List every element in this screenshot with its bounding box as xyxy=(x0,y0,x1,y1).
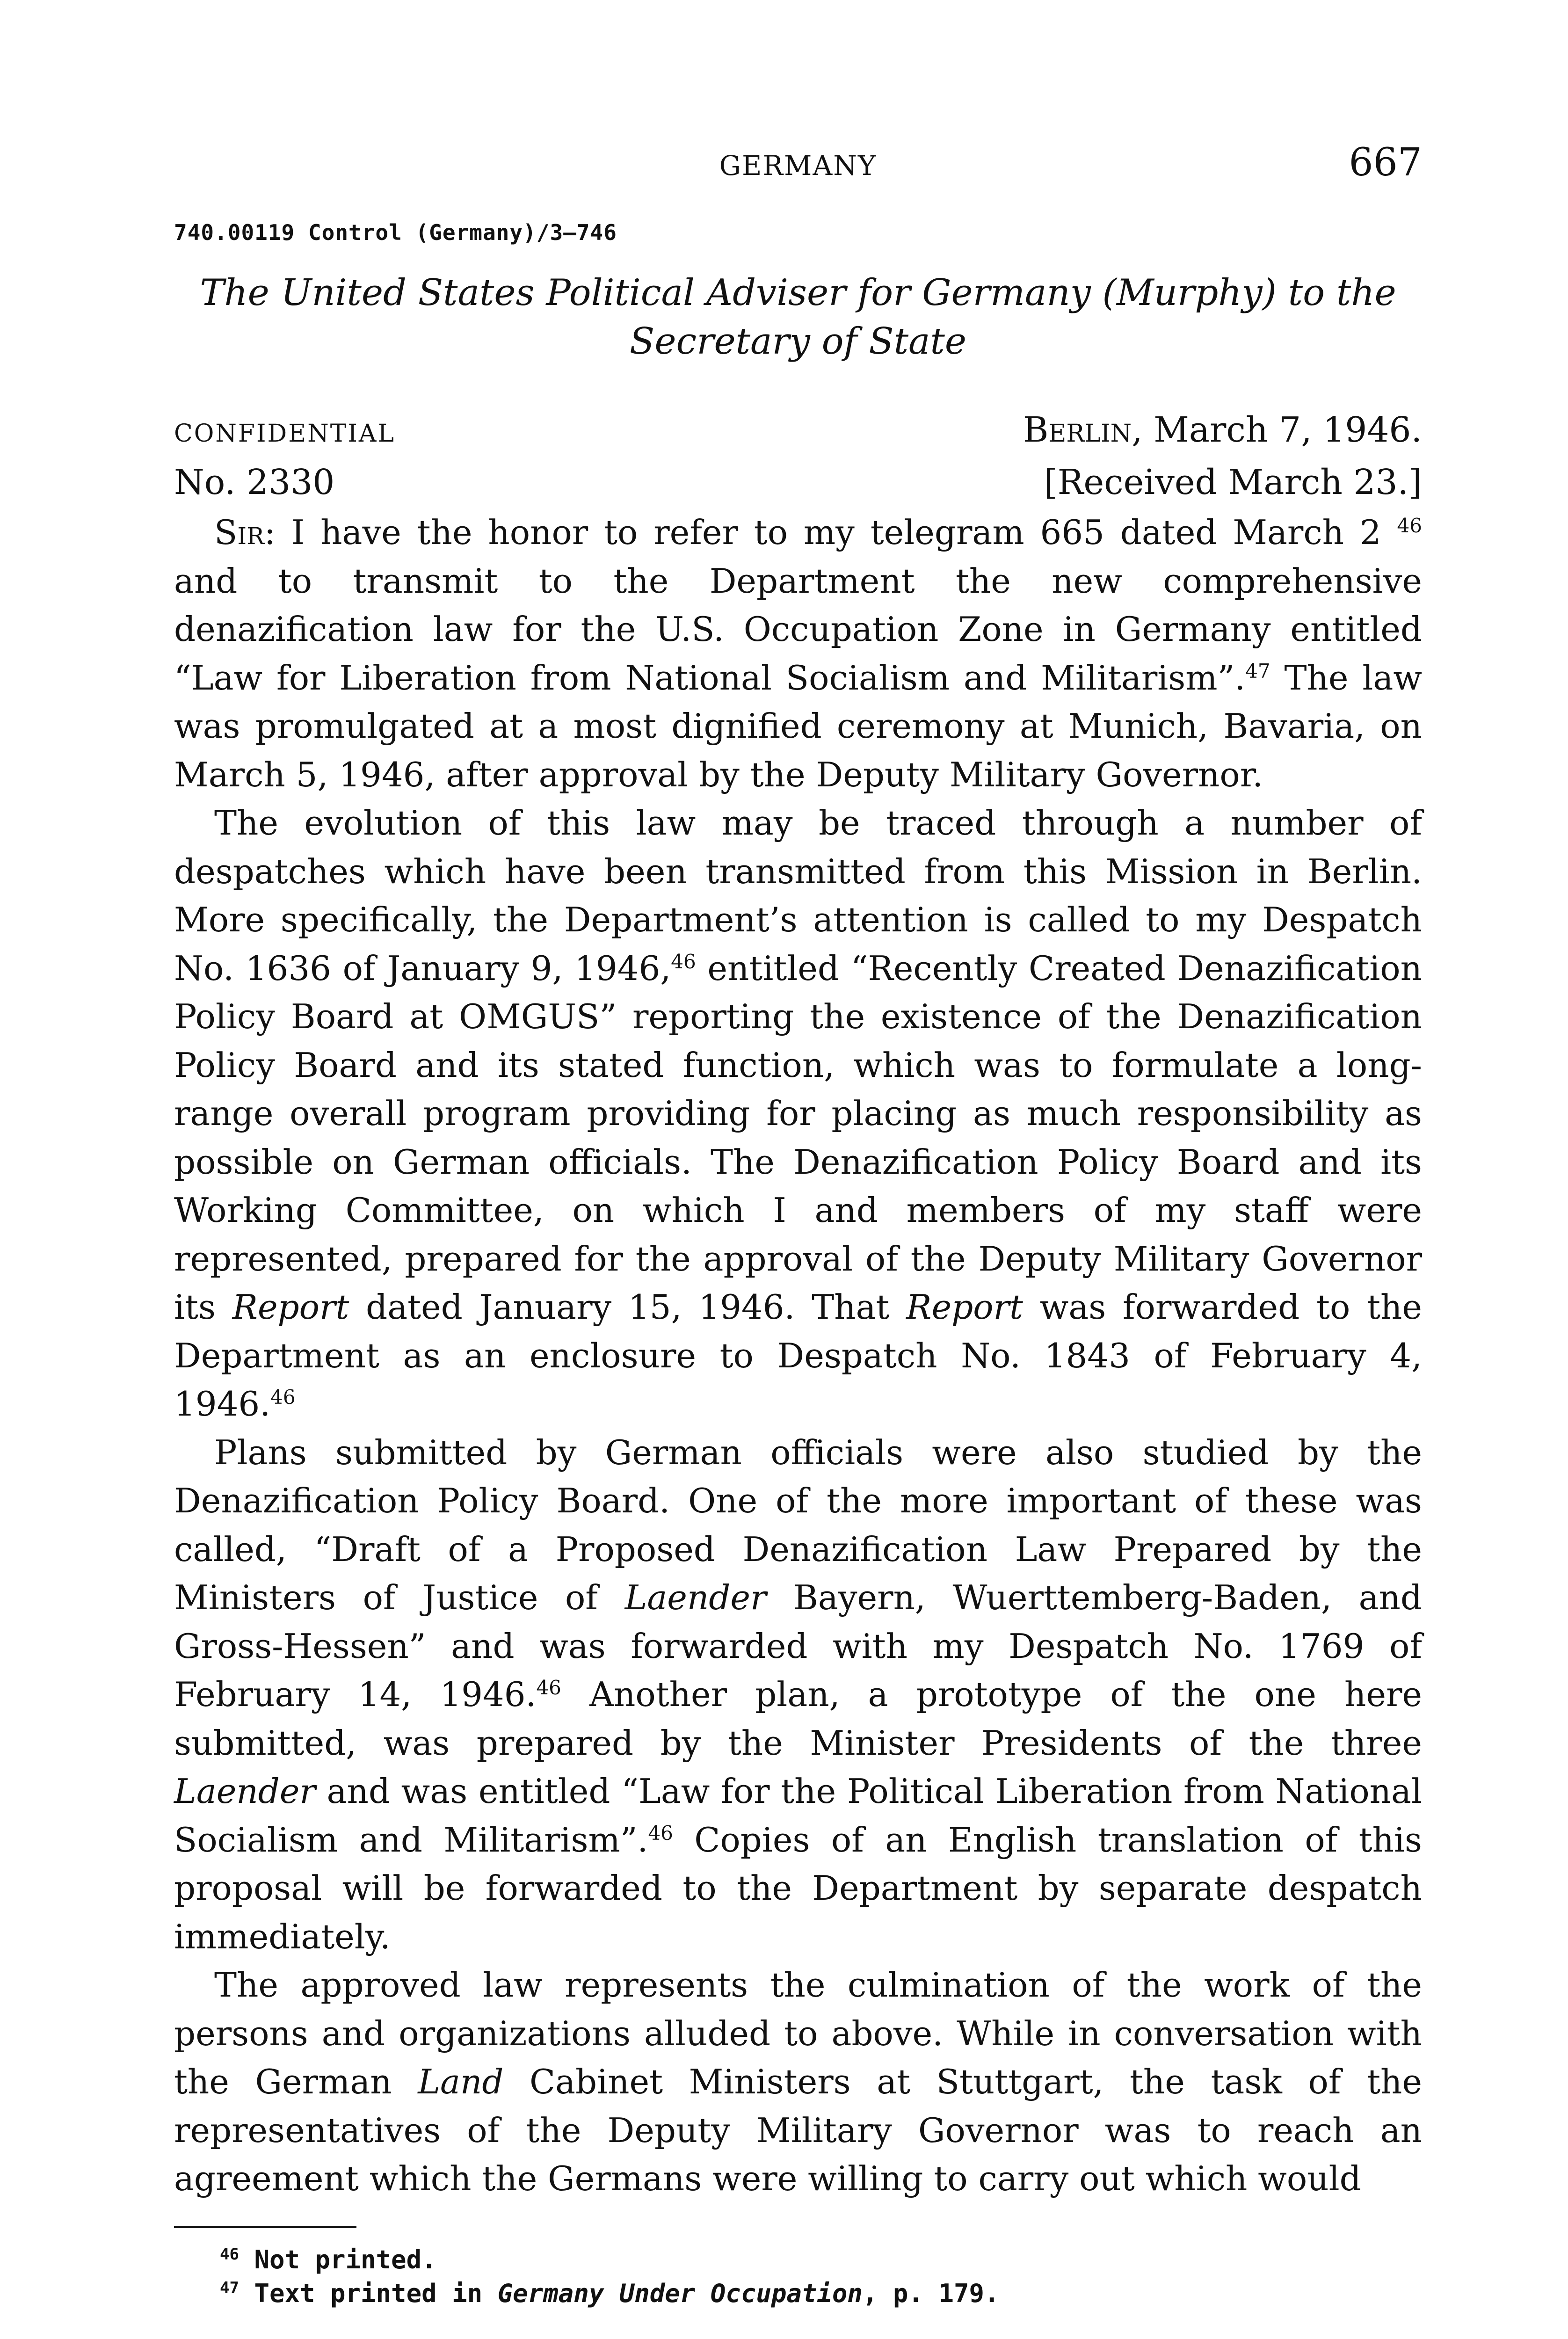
footnote-text: Text printed in xyxy=(239,2278,498,2308)
footnote-reference: 46 xyxy=(671,950,696,973)
footnote-italic-text: Germany Under Occupation xyxy=(497,2278,863,2308)
italic-text: Report xyxy=(906,1287,1023,1327)
number-received-row xyxy=(174,458,1422,507)
footnote-reference: 47 xyxy=(1245,659,1270,683)
paragraph-text: Bayern, Wuerttemberg-Baden, and Gross-Hessen” and was forwarded with my Despatch No. 1769 of February 14, 1946. xyxy=(174,1578,1423,1714)
footnote xyxy=(174,2243,1422,2277)
italic-text: Laender xyxy=(174,1772,316,1811)
footnote-text: , p. 179. xyxy=(862,2278,1000,2308)
document-title: The United States Political Adviser for Germany (Murphy) to the Secretary of State xyxy=(200,272,1396,363)
italic-text: Report xyxy=(232,1287,349,1327)
paragraph xyxy=(174,1961,1422,2203)
paragraph-text: and was entitled “Law for the Political Liberation from National Socialism and Militarism”. xyxy=(174,1772,1422,1860)
salutation: Sir xyxy=(214,513,264,552)
paragraph-text: entitled “Recently Created Denazification Policy Board at OMGUS” reporting the existence of the Denazification Policy Board and its stated function, which was to formulate a long-range overall program providing for placing as much responsibility as possible on German officials. The Denazification Policy Board and its Working Committee, on which I and members of my staff were represented, prepared for the approval of the Deputy Military Governor its xyxy=(174,948,1422,1327)
running-title: GERMANY xyxy=(719,150,877,182)
document-page xyxy=(174,140,1422,2310)
running-head xyxy=(174,140,1422,192)
despatch-number: No. 2330 xyxy=(174,462,335,502)
footnote-text: Not printed. xyxy=(239,2245,437,2274)
italic-text: Laender xyxy=(624,1578,767,1617)
paragraph-text: dated January 15, 1946. That xyxy=(349,1287,907,1327)
file-reference: 740.00119 Control (Germany)/3–746 xyxy=(174,220,617,245)
footnote-reference: 46 xyxy=(536,1676,561,1699)
footnotes xyxy=(174,2243,1422,2310)
classification-label: CONFIDENTIAL xyxy=(174,420,395,448)
paragraph-text: and to transmit to the Department the new comprehensive denazification law for the U.S. Occupation Zone in Germany entitled “Law for Liberation from National Socialism and Militarism”. xyxy=(174,561,1422,697)
paragraph-text: Another plan, a prototype of the one here submitted, was prepared by the Minister Presidents of the three xyxy=(174,1675,1422,1763)
paragraph-text: Cabinet Ministers at Stuttgart, the task of the representatives of the Deputy Military Governor was to reach an agreement which the Germans were willing to carry out which would xyxy=(174,2062,1422,2198)
paragraph xyxy=(174,1429,1422,1961)
dateline-date: , March 7, 1946. xyxy=(1132,410,1422,450)
footnote-reference: 46 xyxy=(1397,514,1422,537)
paragraph-text: Copies of an English translation of this proposal will be forwarded to the Department by separate despatch immediately. xyxy=(174,1820,1423,1956)
footnote-mark: 46 xyxy=(220,2245,239,2264)
dateline xyxy=(1023,406,1422,454)
received-date: [Received March 23.] xyxy=(1044,462,1422,502)
italic-text: Land xyxy=(418,2062,504,2101)
footnote-mark: 47 xyxy=(220,2278,239,2297)
classification-date-row xyxy=(174,406,1422,458)
paragraph-text: Plans submitted by German officials were also studied by the Denazification Policy Board. One of the more important of these was called, “Draft of a Proposed Denazification Law Prepared by the Ministers of Justice of xyxy=(174,1432,1422,1617)
paragraph-text: : I have the honor to refer to my telegram 665 dated March 2 xyxy=(264,513,1381,552)
dateline-place: Berlin xyxy=(1023,410,1132,450)
paragraph-text: was forwarded to the Department as an enclosure to Despatch No. 1843 of February 4, 1946. xyxy=(174,1287,1423,1424)
letter-body xyxy=(174,508,1422,2203)
footnote xyxy=(174,2277,1422,2310)
footnote-reference: 46 xyxy=(648,1821,673,1845)
paragraph-text: The law was promulgated at a most dignified ceremony at Munich, Bavaria, on March 5, 1946, after approval by the Deputy Military Governor. xyxy=(174,658,1423,794)
paragraph xyxy=(174,799,1422,1429)
page-number: 667 xyxy=(1349,140,1422,185)
paragraph xyxy=(174,508,1422,799)
footnote-reference: 46 xyxy=(270,1386,296,1409)
footnote-divider xyxy=(174,2226,356,2228)
paragraph-text: The evolution of this law may be traced through a number of despatches which have been transmitted from this Mission in Berlin. More specifically, the Department’s attention is called to my Despatch No. 1636 of January 9, 1946, xyxy=(174,803,1422,988)
paragraph-text: The approved law represents the culmination of the work of the persons and organizations alluded to above. While in conversation with the German xyxy=(174,1965,1422,2101)
